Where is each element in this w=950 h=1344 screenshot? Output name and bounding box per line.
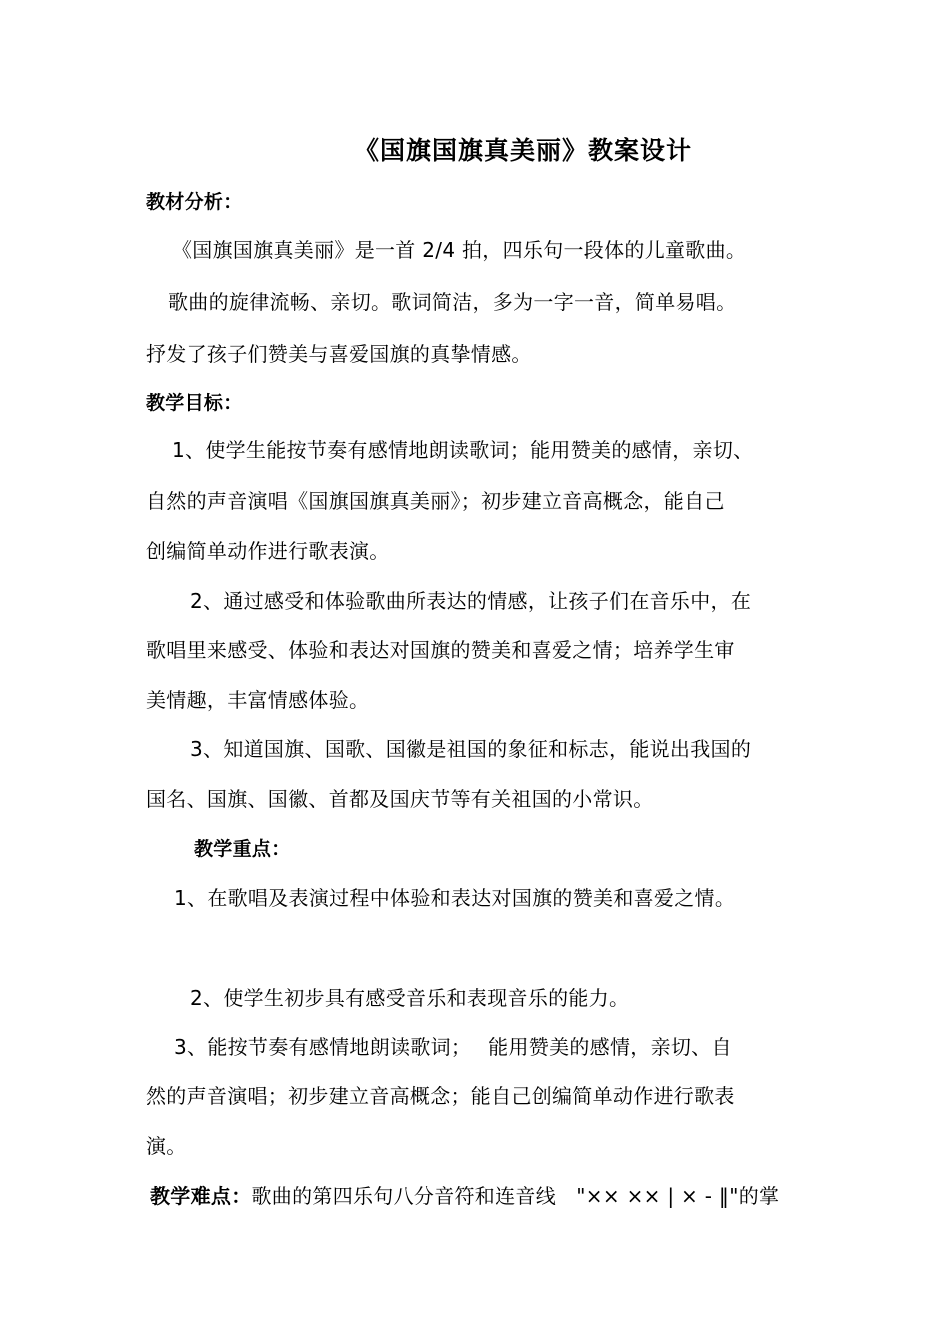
key-points-line-4: 然的声音演唱；初步建立音高概念；能自己创编简单动作进行歌表 xyxy=(146,1084,735,1108)
key-points-line-5: 演。 xyxy=(146,1134,187,1158)
analysis-heading: 教材分析： xyxy=(146,191,243,213)
key-points-line-2: 2、使学生初步具有感受音乐和表现音乐的能力。 xyxy=(190,986,630,1010)
goals-line-7: 3、知道国旗、国歌、国徽是祖国的象征和标志，能说出我国的 xyxy=(190,737,752,761)
document-title: 《国旗国旗真美丽》教案设计 xyxy=(354,136,693,165)
analysis-line-3: 抒发了孩子们赞美与喜爱国旗的真挚情感。 xyxy=(146,342,532,366)
goals-line-2: 自然的声音演唱《国旗国旗真美丽》；初步建立音高概念，能自己 xyxy=(146,489,725,513)
goals-line-3: 创编简单动作进行歌表演。 xyxy=(146,539,390,563)
difficulty-line xyxy=(150,1182,779,1210)
goals-heading: 教学目标： xyxy=(146,392,243,414)
difficulty-heading: 教学难点： xyxy=(150,1184,252,1208)
goals-line-1: 1、使学生能按节奏有感情地朗读歌词；能用赞美的感情，亲切、 xyxy=(172,438,754,462)
goals-line-4: 2、通过感受和体验歌曲所表达的情感，让孩子们在音乐中，在 xyxy=(190,589,752,613)
difficulty-text: 歌曲的第四乐句八分音符和连音线 "×× ×× | × - ‖"的掌 xyxy=(251,1184,780,1208)
goals-line-8: 国名、国旗、国徽、首都及国庆节等有关祖国的小常识。 xyxy=(146,787,654,811)
analysis-line-1: 《国旗国旗真美丽》是一首 2/4 拍，四乐句一段体的儿童歌曲。 xyxy=(172,238,747,262)
key-points-heading: 教学重点： xyxy=(194,838,291,860)
goals-line-5: 歌唱里来感受、体验和表达对国旗的赞美和喜爱之情；培养学生审 xyxy=(146,638,735,662)
goals-line-6: 美情趣，丰富情感体验。 xyxy=(146,688,370,712)
analysis-line-2: 歌曲的旋律流畅、亲切。歌词简洁，多为一字一音，简单易唱。 xyxy=(168,290,737,314)
key-points-line-3: 3、能按节奏有感情地朗读歌词； 能用赞美的感情，亲切、自 xyxy=(174,1035,732,1059)
key-points-line-1: 1、在歌唱及表演过程中体验和表达对国旗的赞美和喜爱之情。 xyxy=(174,886,736,910)
